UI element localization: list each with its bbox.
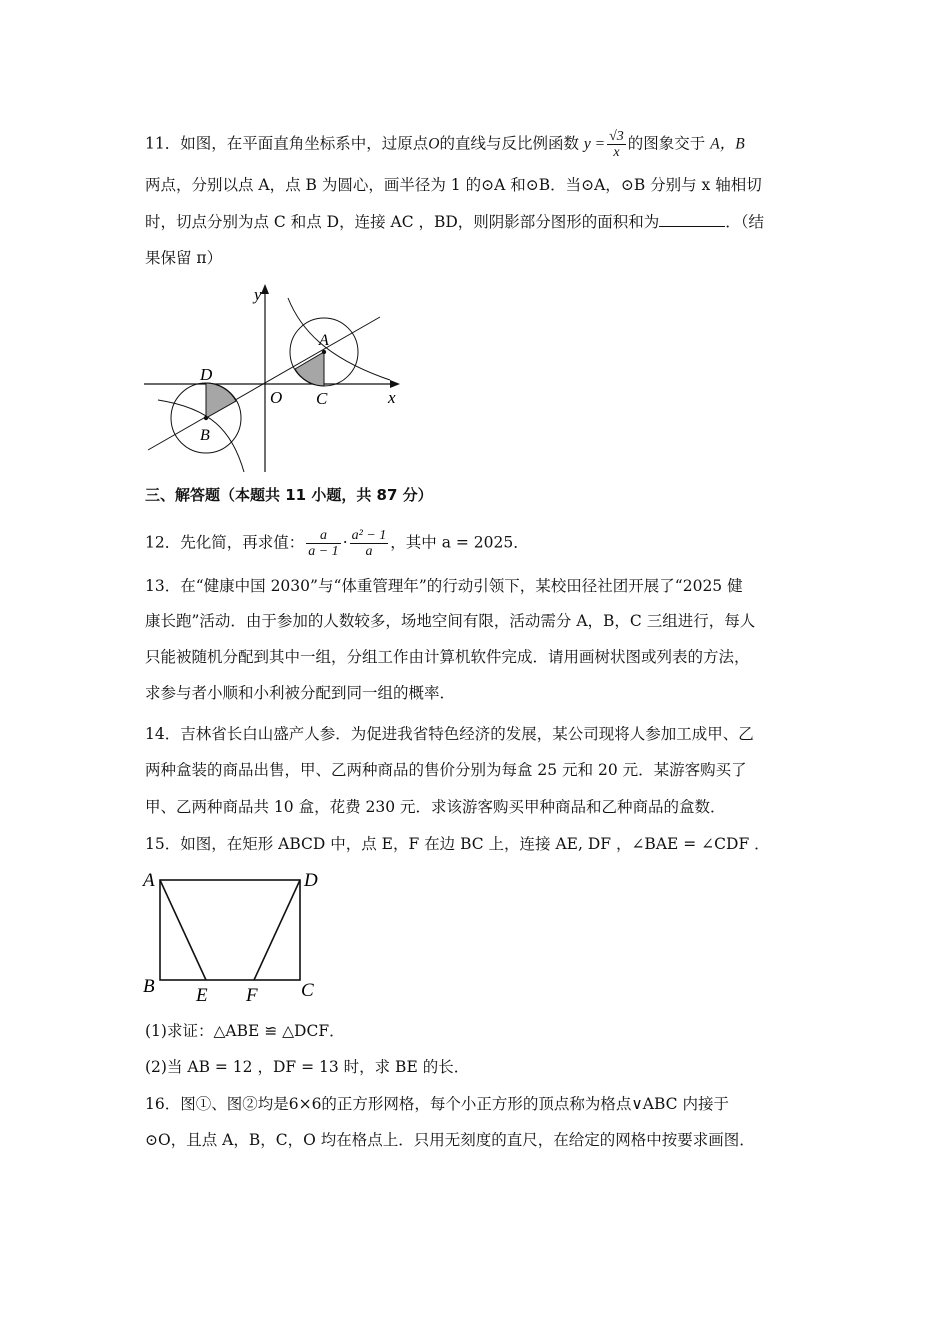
label-B: B	[200, 427, 210, 444]
q13-line-1: 13．在“健康中国 2030”与“体重管理年”的行动引领下，某校田径社团开展了“2025 健	[145, 577, 743, 595]
q11-line-4: 果保留 π）	[145, 249, 223, 267]
circle-symbol: ⊙	[581, 176, 595, 194]
x-axis-arrow	[390, 380, 400, 388]
point-B	[204, 416, 208, 420]
q12-fraction-1: $\frac{a}{a - 1}$	[308, 528, 339, 559]
label-D: D	[200, 365, 213, 384]
q13-line-2: 康长跑”活动．由于参加的人数较多，场地空间有限，活动需分 A，B，C 三组进行，每人	[145, 612, 756, 630]
q11-figure	[140, 280, 405, 475]
label-x: x	[388, 388, 396, 407]
point-A	[322, 350, 326, 354]
q16-line-1: 16．图①、图②均是6×6的正方形网格，每个小正方形的顶点称为格点∨ABC 内接于	[145, 1095, 729, 1113]
q13-line-4: 求参与者小顺和小利被分配到同一组的概率．	[145, 684, 456, 702]
label-y: y	[254, 285, 262, 304]
q16-line-2: ⊙O，且点 A，B，C，O 均在格点上．只用无刻度的直尺，在给定的网格中按要求画图．	[145, 1131, 755, 1149]
label-C: C	[301, 980, 314, 1001]
q14-line-1: 14．吉林省长白山盛产人参．为促进我省特色经济的发展，某公司现将人参加工成甲、乙	[145, 725, 754, 743]
rectangle-ABCD	[160, 880, 300, 980]
q11-function-fraction: $\frac{√3}{x}$	[609, 129, 624, 160]
label-C: C	[316, 389, 328, 408]
section-heading: 三、解答题（本题共 11 小题，共 87 分）	[145, 486, 433, 504]
q11-function-lhs: y =	[583, 135, 606, 153]
answer-blank[interactable]	[659, 212, 725, 227]
label-F: F	[246, 985, 258, 1006]
segment-DF	[254, 880, 300, 980]
label-A: A	[319, 332, 329, 349]
q14-line-2: 两种盒装的商品出售，甲、乙两种商品的售价分别为每盒 25 元和 20 元．某游客购买了	[145, 761, 747, 779]
q12-line: 12．先化简，再求值： $\frac{a}{a - 1}$ · $\frac{\text{a² − 1}}{a}$ ，其中 a = 2025．	[145, 528, 529, 559]
circle-symbol: ⊙	[525, 176, 539, 194]
q15-part-2: (2)当 AB = 12 ，DF = 13 时，求 BE 的长．	[145, 1058, 470, 1076]
q15-figure	[140, 866, 340, 1006]
label-B: B	[143, 976, 155, 997]
y-axis-arrow	[261, 284, 269, 294]
circle-symbol: ⊙	[620, 176, 634, 194]
q12-fraction-2: $\frac{\text{a² − 1}}{a}$	[351, 528, 387, 559]
label-O: O	[270, 388, 283, 407]
shaded-sector-B	[206, 383, 236, 418]
segment-AE	[160, 880, 206, 980]
q11-line-1: 11．如图，在平面直角坐标系中，过原点O的直线与反比例函数 y = $\frac{√3}{x}$ 的图象交于 A，B	[145, 129, 745, 160]
q11-line-2: 两点，分别以点 A，点 B 为圆心，画半径为 1 的⊙A 和⊙B．当⊙A，⊙B 分别与 x 轴相切	[145, 176, 762, 194]
q14-line-3: 甲、乙两种商品共 10 盒，花费 230 元．求该游客购买甲种商品和乙种商品的盒数．	[145, 798, 726, 816]
q11-line-3: 时，切点分别为点 C 和点 D，连接 AC ，BD，则阴影部分图形的面积和为 ．（结	[145, 213, 765, 231]
q13-line-3: 只能被随机分配到其中一组，分组工作由计算机软件完成．请用画树状图或列表的方法，	[145, 648, 750, 666]
label-E: E	[196, 985, 208, 1006]
label-D: D	[304, 870, 318, 891]
q15-line-1: 15．如图，在矩形 ABCD 中，点 E，F 在边 BC 上，连接 AE, DF ，∠BAE = ∠CDF ．	[145, 835, 770, 853]
label-A: A	[143, 870, 155, 891]
circle-symbol: ⊙	[481, 176, 495, 194]
q15-part-1: (1)求证：△ABE ≌ △DCF．	[145, 1022, 345, 1040]
